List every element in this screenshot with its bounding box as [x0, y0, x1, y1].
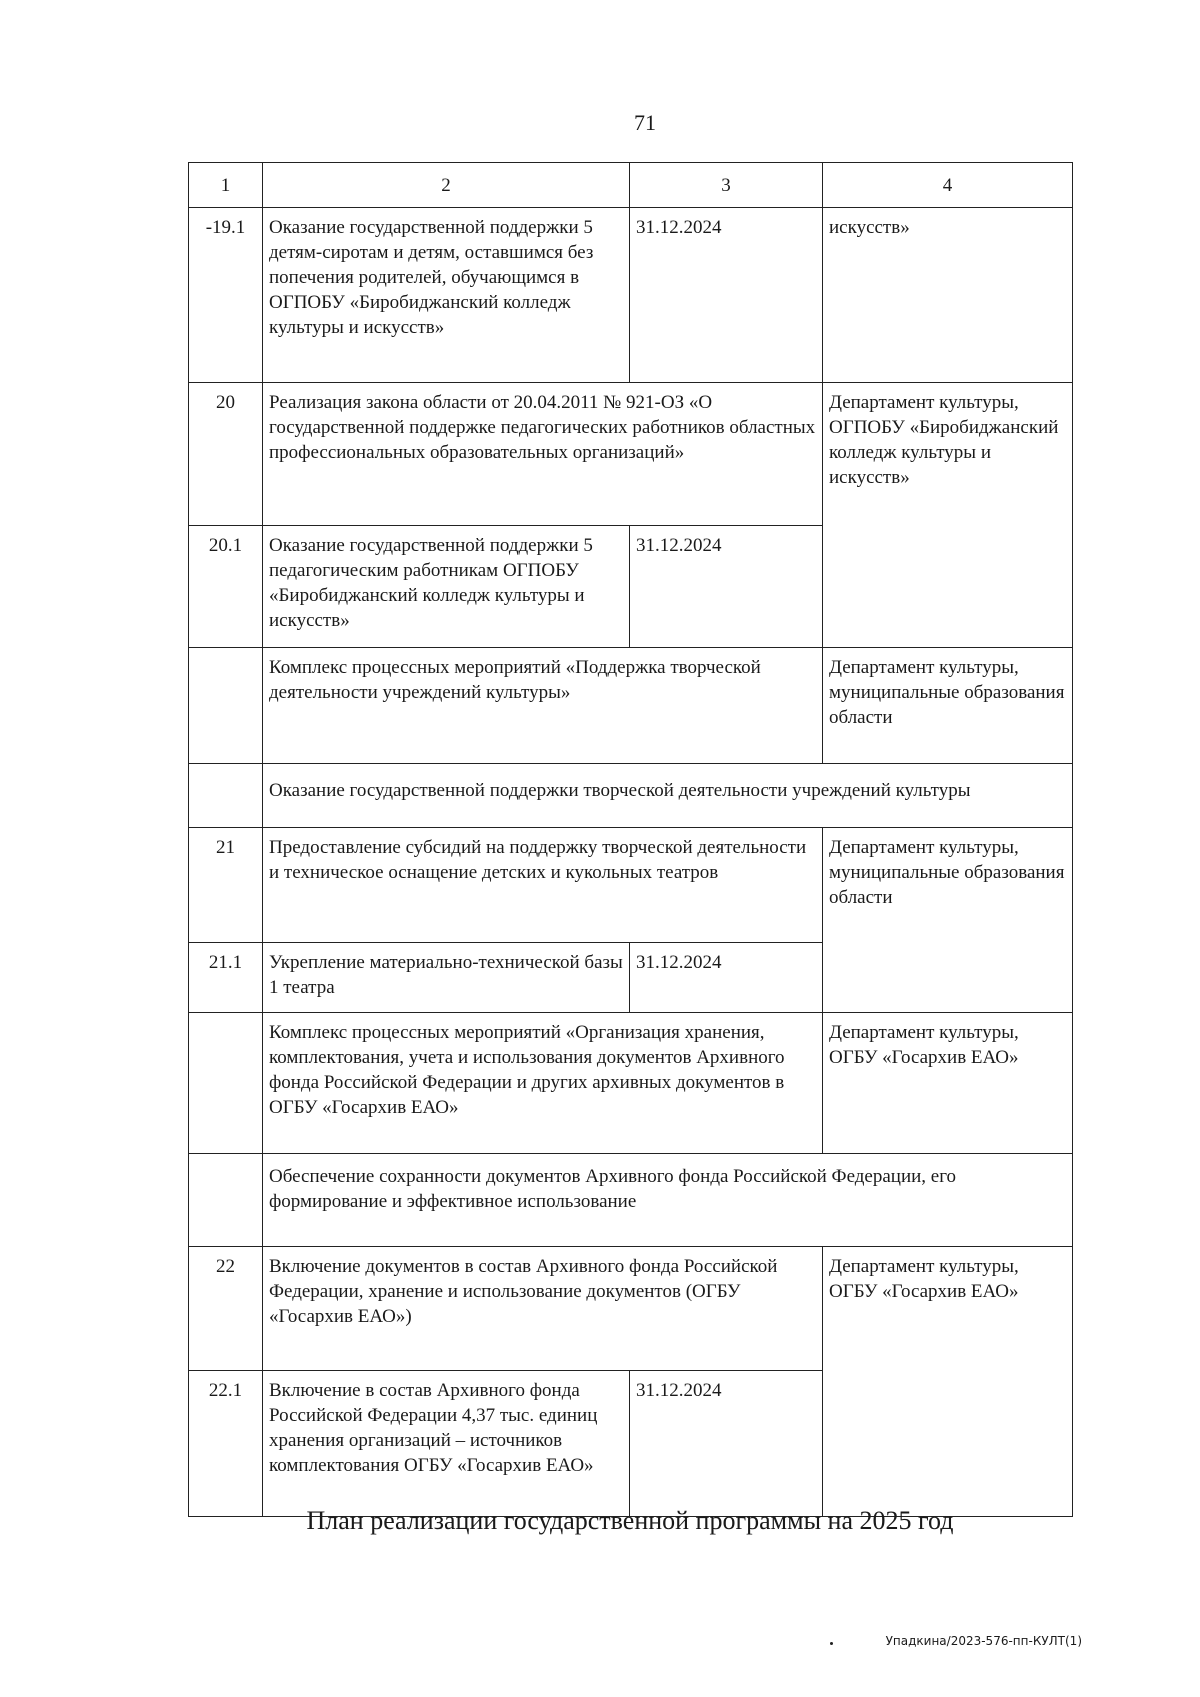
- row-date: 31.12.2024: [630, 1371, 823, 1517]
- table-row: [189, 828, 1073, 943]
- scan-dot: [830, 1642, 833, 1645]
- column-header: 4: [823, 163, 1073, 208]
- row-text: Обеспечение сохранности документов Архивного фонда Российской Федерации, его формирование и эффективное использование: [263, 1154, 1073, 1247]
- row-number: 22: [189, 1247, 263, 1371]
- row-text: Предоставление субсидий на поддержку творческой деятельности и техническое оснащение детских и кукольных театров: [263, 828, 823, 943]
- row-text: Включение документов в состав Архивного фонда Российской Федерации, хранение и использование документов (ОГБУ «Госархив ЕАО»): [263, 1247, 823, 1371]
- row-number: 20: [189, 383, 263, 526]
- column-header: 1: [189, 163, 263, 208]
- table-row: [189, 383, 1073, 526]
- row-number: 22.1: [189, 1371, 263, 1517]
- row-number: 21.1: [189, 943, 263, 1013]
- document-signature: Упадкина/2023-576-пп-КУЛТ(1): [885, 1634, 1082, 1648]
- row-number: [189, 1013, 263, 1154]
- table-row: [189, 1247, 1073, 1371]
- column-header: 3: [630, 163, 823, 208]
- row-responsible: Департамент культуры, муниципальные образования области: [823, 828, 1073, 1013]
- table-row: [189, 648, 1073, 764]
- row-text: Оказание государственной поддержки 5 детям-сиротам и детям, оставшимся без попечения родителей, обучающимся в ОГПОБУ «Биробиджанский колледж культуры и искусств»: [263, 208, 630, 383]
- page-number: 71: [634, 110, 656, 135]
- row-text: Комплекс процессных мероприятий «Организация хранения, комплектования, учета и использования документов Архивного фонда Российской Федерации и других архивных документов в ОГБУ «Госархив ЕАО»: [263, 1013, 823, 1154]
- table-row: [189, 764, 1073, 828]
- column-header: 2: [263, 163, 630, 208]
- row-number: 21: [189, 828, 263, 943]
- row-number: [189, 648, 263, 764]
- row-responsible: Департамент культуры, ОГПОБУ «Биробиджанский колледж культуры и искусств»: [823, 383, 1073, 648]
- row-number: 20.1: [189, 526, 263, 648]
- program-table: [188, 162, 1073, 1517]
- row-responsible: искусств»: [823, 208, 1073, 383]
- row-number: [189, 764, 263, 828]
- row-text: Комплекс процессных мероприятий «Поддержка творческой деятельности учреждений культуры»: [263, 648, 823, 764]
- table-row: [189, 1013, 1073, 1154]
- row-number: -19.1: [189, 208, 263, 383]
- row-responsible: Департамент культуры, ОГБУ «Госархив ЕАО»: [823, 1247, 1073, 1517]
- row-text: Включение в состав Архивного фонда Российской Федерации 4,37 тыс. единиц хранения организаций – источников комплектования ОГБУ «Госархив ЕАО»: [263, 1371, 630, 1517]
- row-text: Укрепление материально-технической базы 1 театра: [263, 943, 630, 1013]
- row-text: Оказание государственной поддержки 5 педагогическим работникам ОГПОБУ «Биробиджанский колледж культуры и искусств»: [263, 526, 630, 648]
- table-row: [189, 208, 1073, 383]
- table-row: [189, 1154, 1073, 1247]
- section-title: План реализации государственной программы на 2025 год: [306, 1506, 954, 1535]
- row-date: 31.12.2024: [630, 208, 823, 383]
- row-responsible: Департамент культуры, муниципальные образования области: [823, 648, 1073, 764]
- row-date: 31.12.2024: [630, 526, 823, 648]
- table-header-row: [189, 163, 1073, 208]
- row-responsible: Департамент культуры, ОГБУ «Госархив ЕАО»: [823, 1013, 1073, 1154]
- row-text: Оказание государственной поддержки творческой деятельности учреждений культуры: [263, 764, 1073, 828]
- row-text: Реализация закона области от 20.04.2011 № 921-ОЗ «О государственной поддержке педагогических работников областных профессиональных образовательных организаций»: [263, 383, 823, 526]
- row-number: [189, 1154, 263, 1247]
- row-date: 31.12.2024: [630, 943, 823, 1013]
